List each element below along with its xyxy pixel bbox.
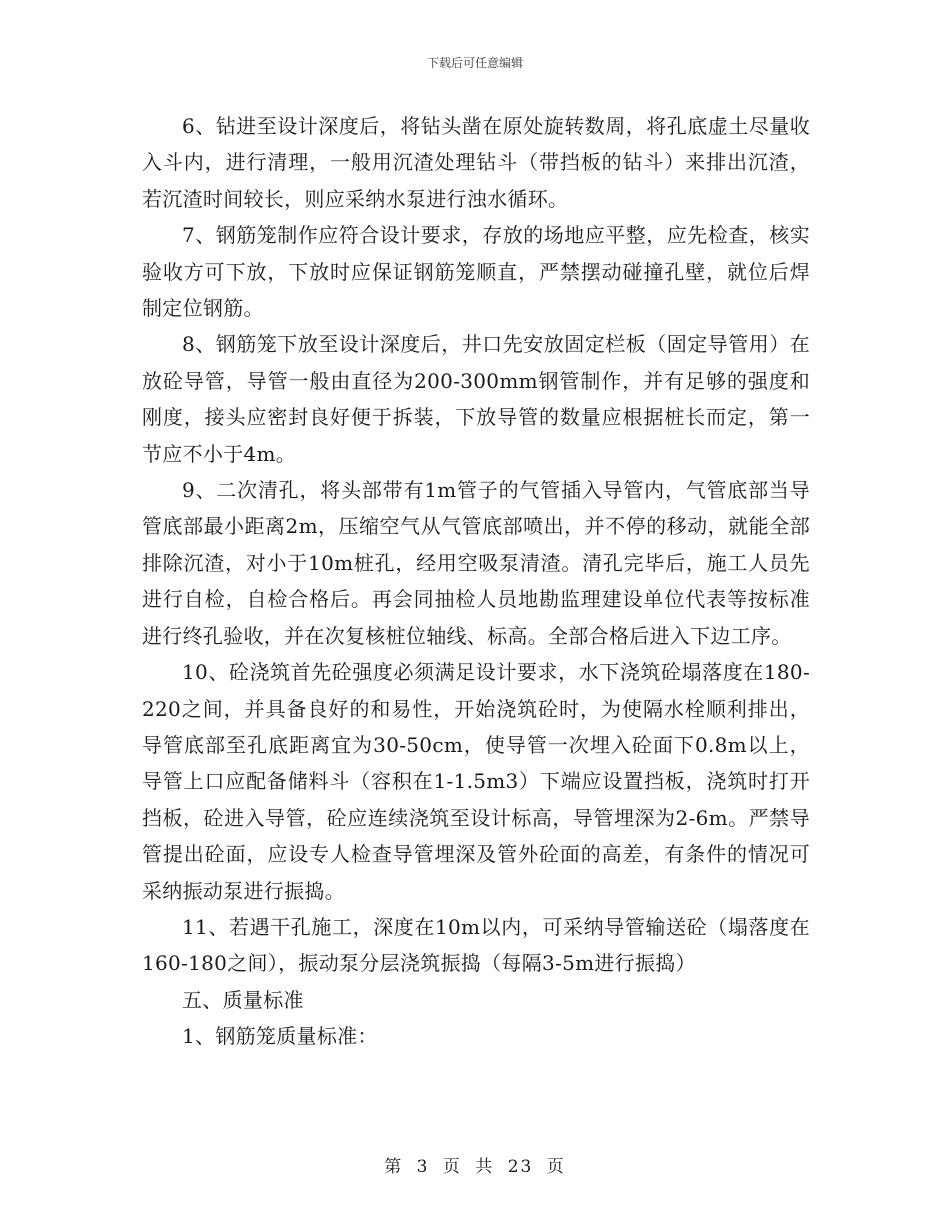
footer-page-prefix: 第 [384, 1157, 404, 1177]
page-footer [0, 1152, 950, 1177]
paragraph-10: 10、砼浇筑首先砼强度必须满足设计要求，水下浇筑砼塌落度在180-220之间，并具备良好的和易性，开始浇筑砼时，为使隔水栓顺利排出，导管底部至孔底距离宜为30-50cm，使导管一次埋入砼面下0.8m以上，导管上口应配备储料斗（容积在1-1.5m3）下端应设置挡板，浇筑时打开挡板，砼进入导管，砼应连续浇筑至设计标高，导管埋深为2-6m。严禁导管提出砼面，应设专人检查导管埋深及管外砼面的高差，有条件的情况可采纳振动泵进行振捣。 [142, 660, 810, 903]
subheading-rebar-cage-standards: 1、钢筋笼质量标准： [182, 1024, 378, 1049]
footer-page-suffix: 页 [546, 1157, 566, 1177]
footer-page-mid: 页 [442, 1157, 462, 1177]
paragraph-6: 6、钻进至设计深度后，将钻头凿在原处旋转数周，将孔底虚土尽量收入斗内，进行清理，一般用沉渣处理钻斗（带挡板的钻斗）来排出沉渣，若沉渣时间较长，则应采纳水泵进行浊水循环。 [142, 114, 810, 211]
footer-current-page: 3 [416, 1157, 430, 1177]
paragraph-9: 9、二次清孔，将头部带有1m管子的气管插入导管内，气管底部当导管底部最小距离2m，压缩空气从气管底部喷出，并不停的移动，就能全部排除沉渣，对小于10m桩孔，经用空吸泵清渣。清孔完毕后，施工人员先进行自检，自检合格后。再会同抽检人员地勘监理建设单位代表等按标准进行终孔验收，并在次复核桩位轴线、标高。全部合格后进入下边工序。 [142, 478, 810, 648]
footer-total-prefix: 共 [475, 1157, 495, 1177]
paragraph-8: 8、钢筋笼下放至设计深度后，井口先安放固定栏板（固定导管用）在放砼导管，导管一般由直径为200-300mm钢管制作，并有足够的强度和刚度，接头应密封良好便于拆装，下放导管的数量应根据桩长而定，第一节应不小于4m。 [142, 332, 810, 466]
section-heading-quality-standards: 五、质量标准 [182, 987, 304, 1012]
paragraph-7: 7、钢筋笼制作应符合设计要求，存放的场地应平整，应先检查，核实验收方可下放，下放时应保证钢筋笼顺直，严禁摆动碰撞孔壁，就位后焊制定位钢筋。 [142, 223, 810, 321]
footer-total-pages: 23 [507, 1157, 534, 1177]
page-header-note: 下载后可任意编辑 [426, 56, 523, 70]
document-body [142, 108, 810, 1055]
paragraph-11: 11、若遇干孔施工，深度在10m以内，可采纳导管输送砼（塌落度在160-180之间），振动泵分层浇筑振捣（每隔3-5m进行振捣） [142, 914, 810, 976]
